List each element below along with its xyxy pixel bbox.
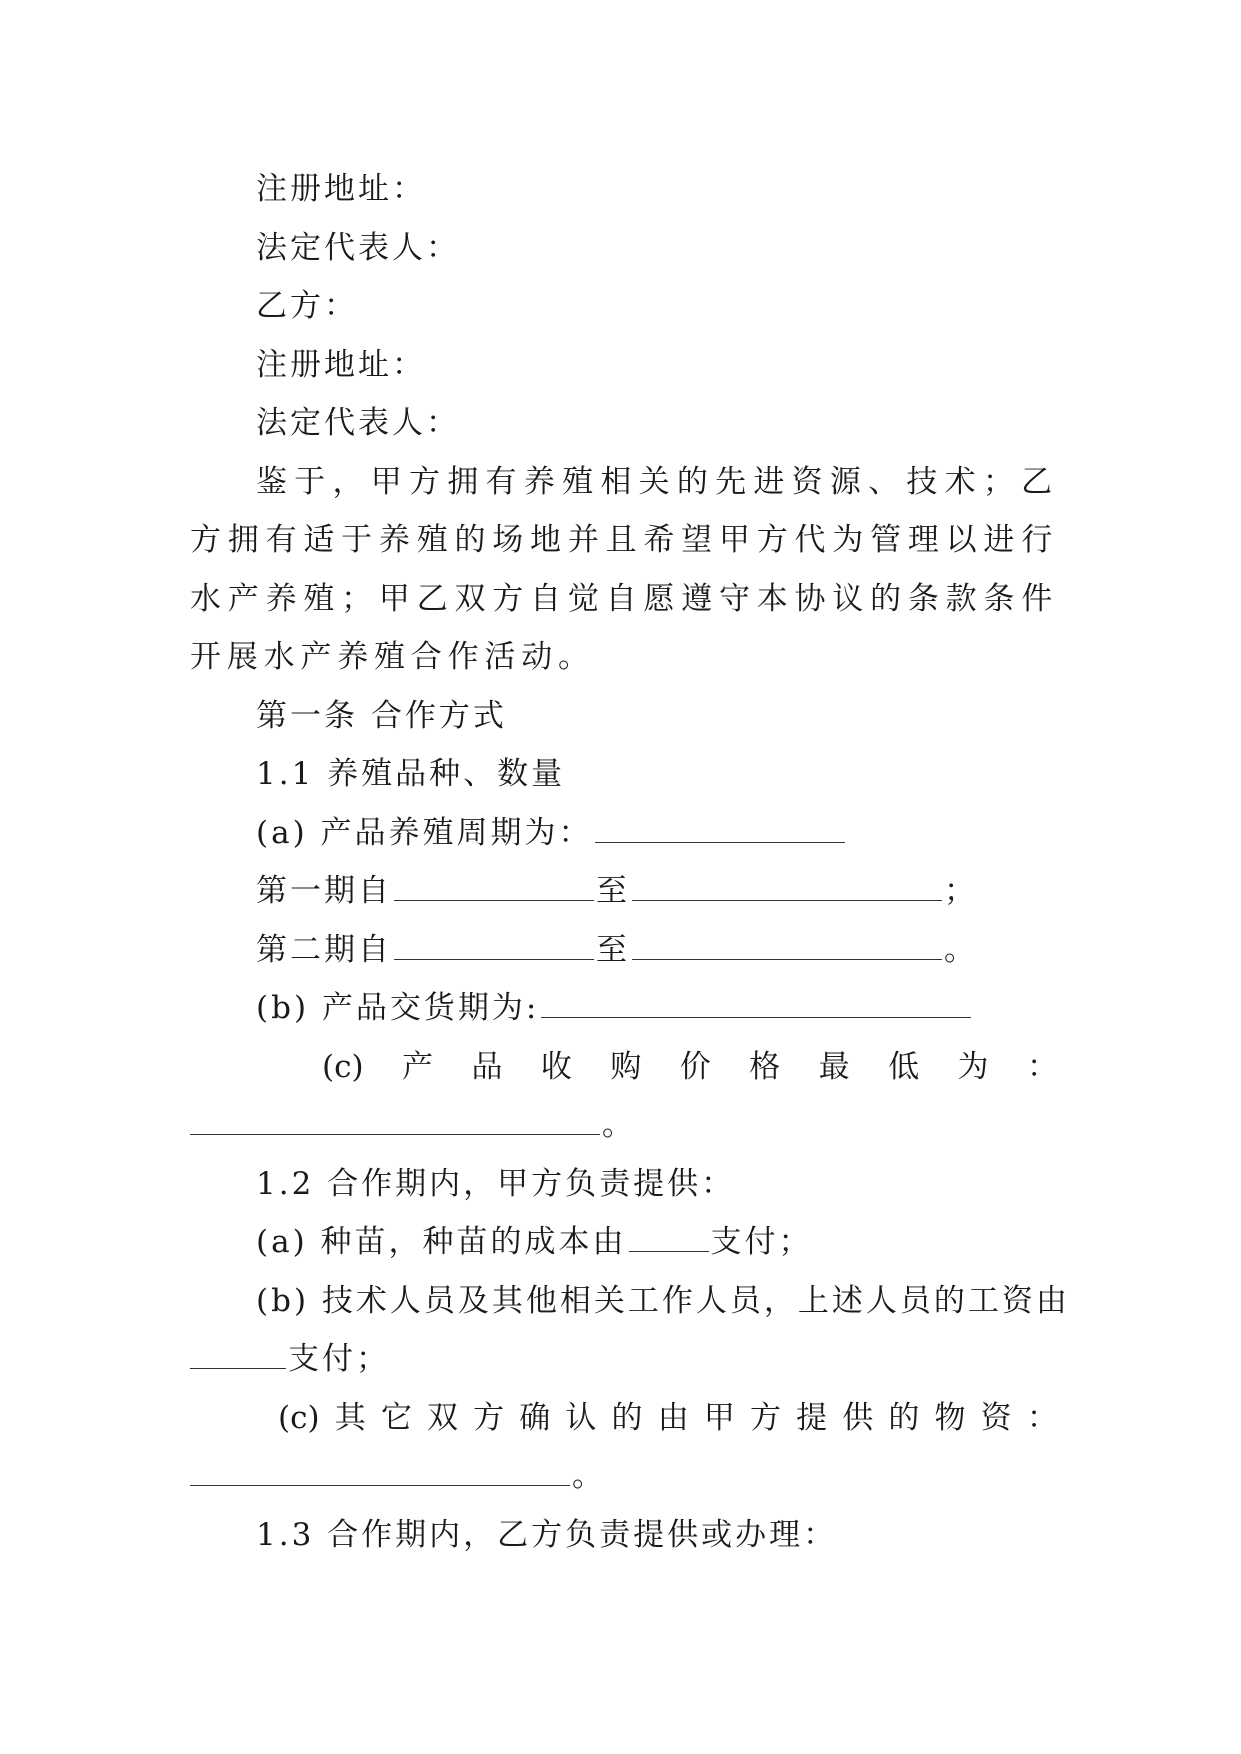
document-content bbox=[190, 160, 1070, 1564]
seedling-payer-blank bbox=[629, 1221, 709, 1252]
period-2-end-punct: 。 bbox=[944, 931, 978, 968]
other-materials-char: 双 bbox=[426, 1399, 458, 1436]
staff-payer-blank bbox=[190, 1338, 286, 1369]
other-materials-char: ： bbox=[1026, 1399, 1058, 1436]
min-price-line bbox=[190, 1038, 1058, 1097]
period-2-start-blank bbox=[394, 929, 594, 960]
section-1-1-title: 1.1 养殖品种、数量 bbox=[256, 756, 566, 792]
period-1-end-blank bbox=[632, 870, 942, 901]
party-b-representative-label: 法定代表人： bbox=[256, 405, 460, 441]
min-price-char: 为 bbox=[957, 1048, 989, 1085]
other-materials-char: 资 bbox=[980, 1399, 1012, 1436]
min-price-char: 最 bbox=[818, 1048, 850, 1085]
other-materials-char: 由 bbox=[657, 1399, 689, 1436]
min-price-char: 产 bbox=[402, 1048, 433, 1085]
seedling-line bbox=[190, 1213, 1058, 1272]
delivery-blank bbox=[541, 987, 971, 1018]
other-materials-blank-line bbox=[190, 1447, 1058, 1506]
cycle-line bbox=[190, 804, 1058, 863]
other-materials-char: 方 bbox=[749, 1399, 781, 1436]
min-price-char: 品 bbox=[471, 1048, 503, 1085]
period-1-to-label: 至 bbox=[596, 873, 630, 909]
period-1-start-blank bbox=[394, 870, 594, 901]
section-1-3-title: 1.3 合作期内，乙方负责提供或办理： bbox=[256, 1516, 838, 1553]
article-1-title: 第一条 合作方式 bbox=[256, 697, 507, 734]
party-b-address-label: 注册地址： bbox=[256, 346, 426, 383]
other-materials-char: 认 bbox=[565, 1399, 597, 1436]
cycle-label: (a) 产品养殖周期为： bbox=[256, 814, 593, 851]
other-materials-char: (c) bbox=[278, 1399, 320, 1436]
min-price-char: 价 bbox=[679, 1048, 711, 1085]
min-price-blank bbox=[190, 1104, 600, 1135]
cycle-blank bbox=[595, 812, 845, 843]
section-1-2-title: 1.2 合作期内，甲方负责提供： bbox=[256, 1165, 736, 1202]
seedling-end: 支付； bbox=[710, 1224, 813, 1260]
other-materials-char: 其 bbox=[334, 1399, 366, 1436]
period-2-end-blank bbox=[632, 929, 942, 960]
period-1-line bbox=[190, 862, 1058, 921]
delivery-line bbox=[190, 979, 1058, 1038]
seedling-text: (a) 种苗，种苗的成本由 bbox=[256, 1224, 627, 1260]
min-price-char: (c) bbox=[322, 1048, 364, 1085]
party-b-label: 乙方： bbox=[256, 288, 358, 324]
other-materials-char: 的 bbox=[611, 1399, 643, 1436]
min-price-blank-line bbox=[190, 1096, 1058, 1155]
other-materials-char: 甲 bbox=[703, 1399, 735, 1436]
period-2-to-label: 至 bbox=[596, 931, 630, 968]
other-materials-line bbox=[190, 1389, 1058, 1448]
period-1-start-label: 第一期自 bbox=[256, 873, 392, 909]
party-a-representative-label: 法定代表人： bbox=[256, 229, 460, 266]
period-1-end-punct: ； bbox=[944, 873, 978, 909]
staff-line: (b) 技术人员及其他相关工作人员，上述人员的工资由 bbox=[256, 1282, 1070, 1319]
min-price-char: 收 bbox=[540, 1048, 572, 1085]
min-price-char: 格 bbox=[749, 1048, 781, 1085]
preamble-paragraph: 鉴于，甲方拥有养殖相关的先进资源、技术；乙方拥有适于养殖的场地并且希望甲方代为管理以进行水产养殖；甲乙双方自觉自愿遵守本协议的条款条件开展水产养殖合作活动。 bbox=[190, 463, 1058, 675]
other-materials-char: 提 bbox=[796, 1399, 828, 1436]
min-price-char: ： bbox=[1026, 1048, 1058, 1085]
min-price-char: 购 bbox=[610, 1048, 642, 1085]
other-materials-char: 物 bbox=[934, 1399, 966, 1436]
staff-payer-line bbox=[190, 1330, 1058, 1389]
other-materials-blank bbox=[190, 1455, 570, 1486]
period-2-line bbox=[190, 921, 1058, 980]
staff-end: 支付； bbox=[288, 1341, 390, 1377]
party-a-address-label: 注册地址： bbox=[256, 171, 426, 207]
other-materials-char: 供 bbox=[842, 1399, 874, 1436]
delivery-label: (b) 产品交货期为: bbox=[256, 990, 540, 1026]
other-materials-char: 的 bbox=[888, 1399, 920, 1436]
min-price-end-punct: 。 bbox=[602, 1107, 636, 1143]
min-price-char: 低 bbox=[888, 1048, 920, 1085]
other-materials-char: 确 bbox=[519, 1399, 551, 1436]
other-materials-char: 它 bbox=[380, 1399, 412, 1436]
other-materials-end-punct: 。 bbox=[572, 1458, 606, 1494]
other-materials-char: 方 bbox=[473, 1399, 505, 1436]
period-2-start-label: 第二期自 bbox=[256, 931, 392, 968]
